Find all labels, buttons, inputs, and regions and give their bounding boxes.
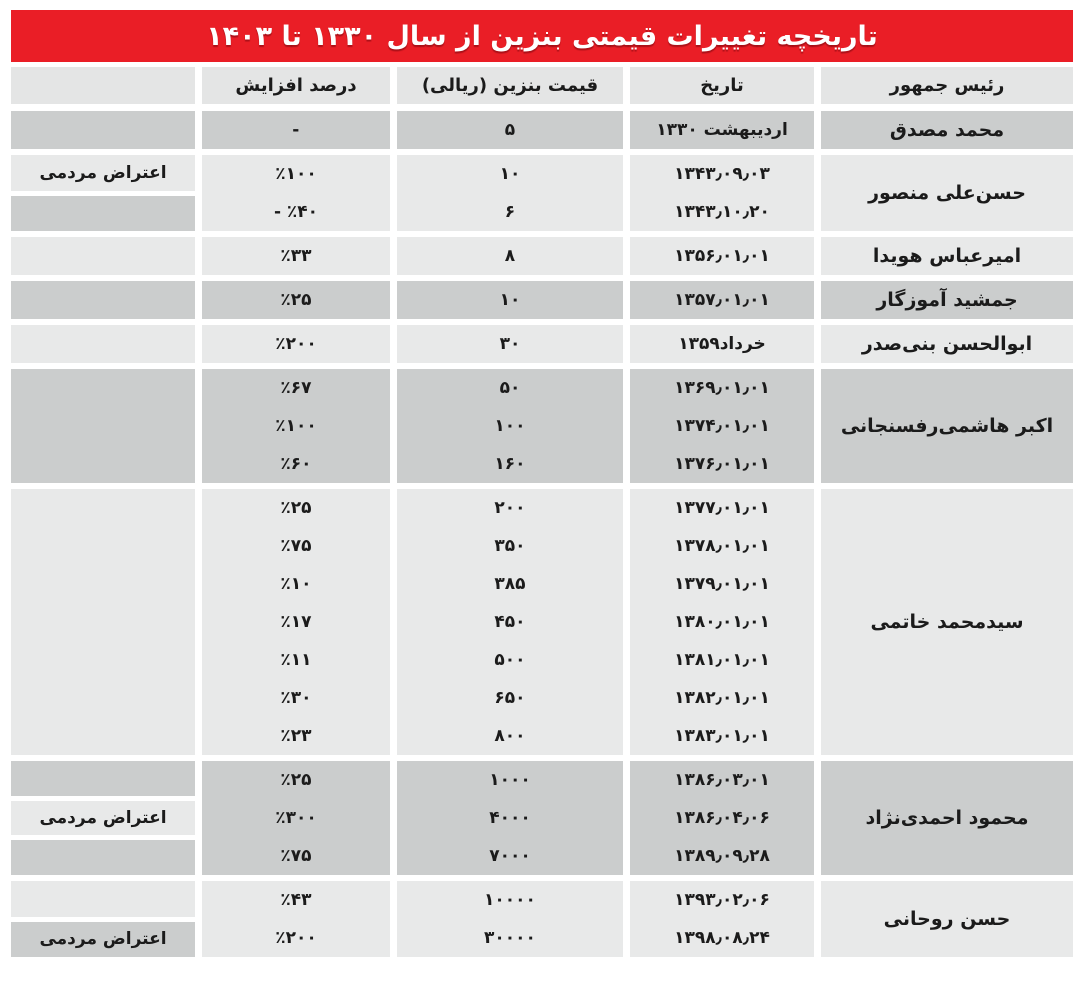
percent-value: - — [292, 120, 300, 140]
price-value: ۱۰ — [499, 164, 521, 184]
date-value: ۱۳۸۱٫۰۱٫۰۱ — [674, 650, 770, 670]
price-value: ۱۰ — [499, 290, 521, 310]
percent-value: ٪۲۰۰ — [275, 334, 317, 354]
date-value: ۱۳۷۶٫۰۱٫۰۱ — [674, 454, 770, 474]
header-price: قیمت بنزین (ریالی) — [397, 67, 623, 104]
protest-cell — [11, 881, 195, 917]
percent-value: ٪۳۳ — [280, 246, 312, 266]
date-cell — [630, 325, 814, 363]
protest-cell — [11, 840, 195, 875]
date-value: ۱۳۵۶٫۰۱٫۰۱ — [674, 246, 770, 266]
price-value: ۸ — [504, 246, 516, 266]
date-value: ۱۳۷۹٫۰۱٫۰۱ — [674, 574, 770, 594]
date-cell — [630, 281, 814, 319]
header-date: تاریخ — [630, 67, 814, 104]
percent-cell — [202, 881, 390, 957]
president-name-cell — [821, 155, 1073, 231]
percent-value: ٪۶۰ — [280, 454, 312, 474]
header-protest — [11, 67, 195, 104]
date-value: ۱۳۸۲٫۰۱٫۰۱ — [674, 688, 770, 708]
price-cell — [397, 281, 623, 319]
price-cell — [397, 111, 623, 149]
price-value: ۳۵۰ — [494, 536, 526, 556]
price-cell — [397, 155, 623, 231]
table-body — [11, 111, 1073, 957]
protest-column — [11, 325, 195, 363]
date-value: ۱۳۷۸٫۰۱٫۰۱ — [674, 536, 770, 556]
protest-column — [11, 237, 195, 275]
president-group — [11, 237, 1073, 275]
president-group — [11, 111, 1073, 149]
header-percent: درصد افزایش — [202, 67, 390, 104]
percent-value: ٪۱۱ — [280, 650, 312, 670]
percent-cell — [202, 369, 390, 483]
president-name-cell — [821, 489, 1073, 755]
date-value: ۱۳۸۰٫۰۱٫۰۱ — [674, 612, 770, 632]
percent-value: ٪۲۵ — [280, 770, 312, 790]
percent-cell — [202, 325, 390, 363]
price-history-table — [11, 10, 1073, 957]
percent-cell — [202, 237, 390, 275]
date-value: ۱۳۹۸٫۰۸٫۲۴ — [674, 928, 770, 948]
protest-cell — [11, 761, 195, 796]
price-cell — [397, 489, 623, 755]
date-value: ۱۳۶۹٫۰۱٫۰۱ — [674, 378, 770, 398]
president-name-cell — [821, 111, 1073, 149]
price-value: ۶ — [504, 202, 516, 222]
price-cell — [397, 237, 623, 275]
percent-value: ٪۷۵ — [280, 846, 312, 866]
date-value: ۱۳۸۳٫۰۱٫۰۱ — [674, 726, 770, 746]
price-value: ۱۰۰۰ — [489, 770, 531, 790]
table-header-row — [11, 67, 1073, 104]
protest-badge: اعتراض مردمی — [11, 155, 195, 191]
president-name: محمود احمدی‌نژاد — [865, 807, 1029, 829]
president-name-cell — [821, 281, 1073, 319]
price-value: ۲۰۰ — [494, 498, 526, 518]
percent-value: - ٪۴۰ — [273, 202, 319, 222]
percent-value: ٪۱۷ — [280, 612, 312, 632]
date-value: ۱۳۷۷٫۰۱٫۰۱ — [674, 498, 770, 518]
percent-value: ٪۱۰۰ — [275, 416, 317, 436]
president-group — [11, 325, 1073, 363]
protest-cell — [11, 369, 195, 483]
price-value: ۴۰۰۰ — [489, 808, 531, 828]
price-cell — [397, 761, 623, 875]
date-cell — [630, 881, 814, 957]
president-name-cell — [821, 369, 1073, 483]
price-value: ۷۰۰۰ — [489, 846, 531, 866]
percent-cell — [202, 111, 390, 149]
percent-value: ٪۱۰ — [280, 574, 312, 594]
date-value: ۱۳۴۳٫۰۹٫۰۳ — [674, 164, 770, 184]
date-value: ۱۳۴۳٫۱۰٫۲۰ — [674, 202, 770, 222]
price-value: ۱۶۰ — [494, 454, 526, 474]
price-value: ۵ — [504, 120, 516, 140]
president-name: اکبر هاشمی‌رفسنجانی — [840, 415, 1054, 437]
president-group — [11, 881, 1073, 957]
price-value: ۳۰ — [499, 334, 521, 354]
price-value: ۵۰ — [499, 378, 521, 398]
price-cell — [397, 881, 623, 957]
protest-badge: اعتراض مردمی — [11, 922, 195, 958]
president-name: حسن‌علی منصور — [868, 182, 1026, 204]
date-cell — [630, 237, 814, 275]
protest-cell — [11, 281, 195, 319]
price-cell — [397, 325, 623, 363]
protest-column — [11, 489, 195, 755]
protest-badge: اعتراض مردمی — [11, 801, 195, 836]
protest-cell — [11, 111, 195, 149]
president-name: محمد مصدق — [889, 119, 1005, 141]
president-group — [11, 489, 1073, 755]
protest-cell — [11, 196, 195, 232]
date-value: ۱۳۵۷٫۰۱٫۰۱ — [674, 290, 770, 310]
protest-column — [11, 369, 195, 483]
price-value: ۶۵۰ — [494, 688, 526, 708]
percent-value: ٪۳۰ — [280, 688, 312, 708]
header-president: رئیس جمهور — [821, 67, 1073, 104]
date-value: اردیبهشت ۱۳۳۰ — [656, 120, 788, 140]
percent-value: ٪۴۳ — [280, 890, 312, 910]
table-title-bar — [11, 10, 1073, 62]
protest-cell — [11, 237, 195, 275]
protest-cell — [11, 489, 195, 755]
date-cell — [630, 111, 814, 149]
protest-column — [11, 881, 195, 957]
president-name: امیرعباس هویدا — [872, 245, 1022, 267]
president-name-cell — [821, 761, 1073, 875]
price-cell — [397, 369, 623, 483]
date-value: ۱۳۷۴٫۰۱٫۰۱ — [674, 416, 770, 436]
protest-column — [11, 761, 195, 875]
percent-cell — [202, 761, 390, 875]
protest-column — [11, 155, 195, 231]
date-value: ۱۳۸۶٫۰۳٫۰۱ — [674, 770, 770, 790]
president-name-cell — [821, 237, 1073, 275]
percent-value: ٪۲۵ — [280, 498, 312, 518]
president-name: حسن روحانی — [883, 908, 1011, 930]
price-value: ۵۰۰ — [494, 650, 526, 670]
percent-value: ٪۶۷ — [280, 378, 312, 398]
price-value: ۴۵۰ — [494, 612, 526, 632]
protest-cell — [11, 325, 195, 363]
percent-value: ٪۳۰۰ — [275, 808, 317, 828]
president-group — [11, 281, 1073, 319]
price-value: ۸۰۰ — [494, 726, 526, 746]
president-group — [11, 155, 1073, 231]
price-value: ۱۰۰ — [494, 416, 526, 436]
date-value: ۱۳۸۹٫۰۹٫۲۸ — [674, 846, 770, 866]
date-value: ۱۳۹۳٫۰۲٫۰۶ — [674, 890, 770, 910]
percent-value: ٪۷۵ — [280, 536, 312, 556]
president-group — [11, 761, 1073, 875]
president-name-cell — [821, 881, 1073, 957]
table-title: تاریخچه تغییرات قیمتی بنزین از سال ۱۳۳۰ تا ۱۴۰۳ — [206, 20, 878, 52]
price-value: ۱۰۰۰۰ — [484, 890, 536, 910]
date-value: خرداد۱۳۵۹ — [678, 334, 766, 354]
president-name: جمشید آموزگار — [876, 289, 1018, 311]
percent-value: ٪۲۵ — [280, 290, 312, 310]
protest-column — [11, 111, 195, 149]
price-value: ۳۸۵ — [494, 574, 526, 594]
president-name: سیدمحمد خاتمی — [870, 611, 1024, 633]
percent-value: ٪۱۰۰ — [275, 164, 317, 184]
president-name: ابوالحسن بنی‌صدر — [861, 333, 1033, 355]
date-cell — [630, 369, 814, 483]
percent-cell — [202, 155, 390, 231]
president-group — [11, 369, 1073, 483]
percent-value: ٪۲۰۰ — [275, 928, 317, 948]
president-name-cell — [821, 325, 1073, 363]
percent-cell — [202, 281, 390, 319]
percent-value: ٪۲۳ — [280, 726, 312, 746]
price-value: ۳۰۰۰۰ — [484, 928, 536, 948]
date-value: ۱۳۸۶٫۰۴٫۰۶ — [674, 808, 770, 828]
date-cell — [630, 489, 814, 755]
percent-cell — [202, 489, 390, 755]
protest-column — [11, 281, 195, 319]
date-cell — [630, 155, 814, 231]
date-cell — [630, 761, 814, 875]
